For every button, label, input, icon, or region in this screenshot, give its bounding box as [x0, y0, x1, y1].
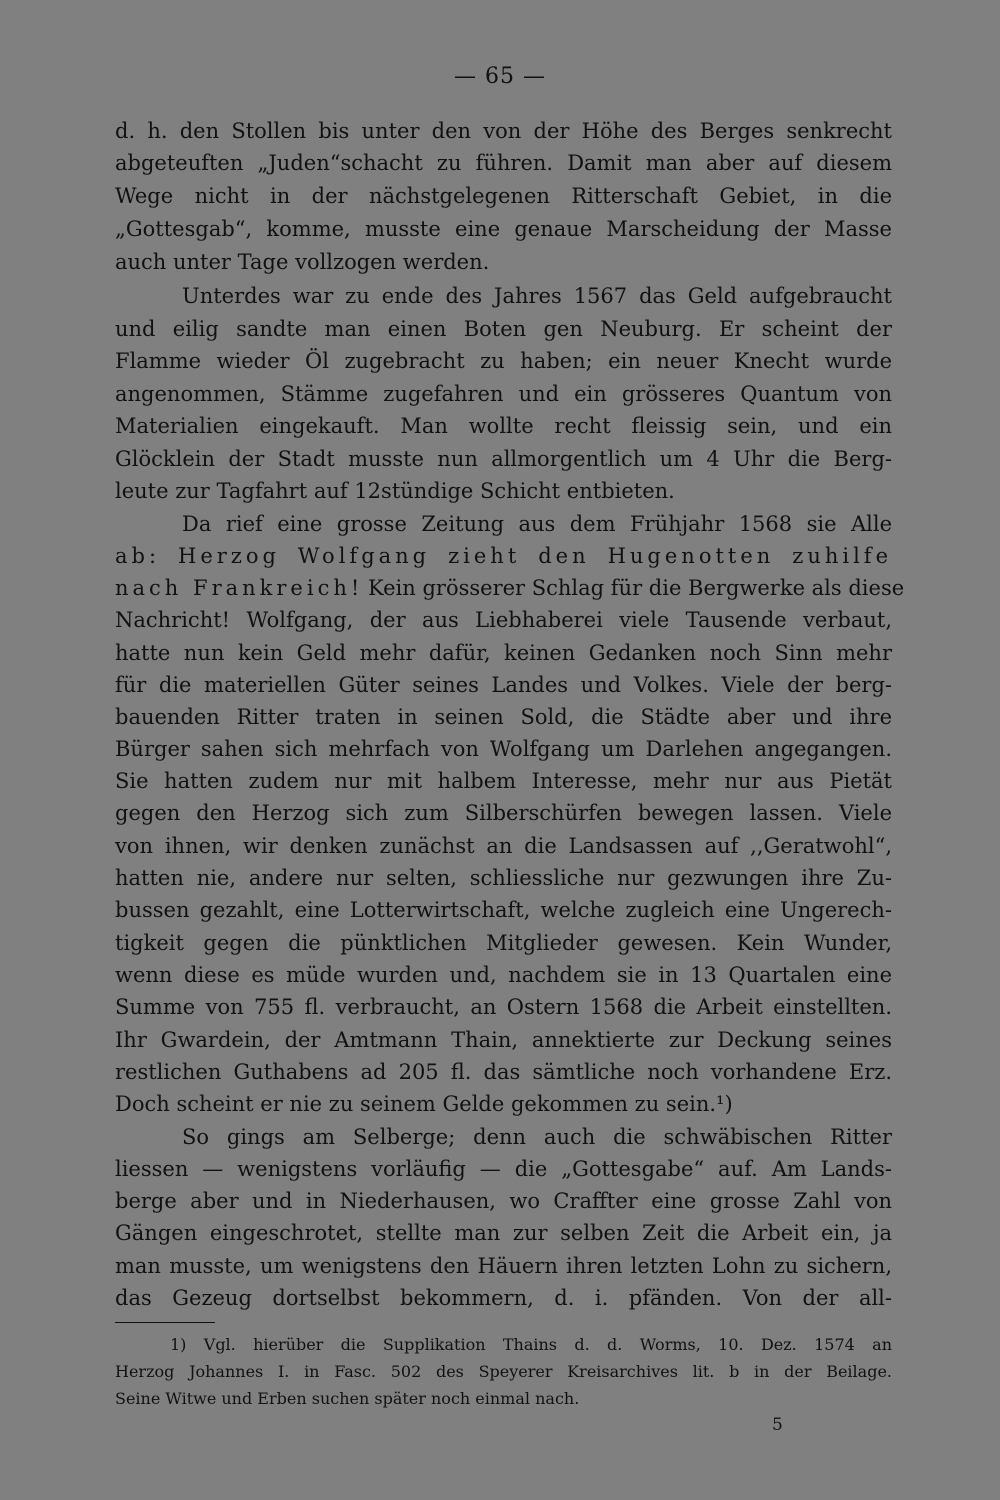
body-line: Unterdes war zu ende des Jahres 1567 das Geld aufgebraucht: [182, 284, 892, 308]
printer-signature-mark: 5: [772, 1415, 783, 1435]
body-line: leute zur Tagfahrt auf 12stündige Schicht entbieten.: [115, 479, 675, 503]
body-line: Glöcklein der Stadt musste nun allmorgentlich um 4 Uhr die Berg-: [115, 447, 892, 471]
body-line-spaced: ab: Herzog Wolfgang zieht den Hugenotten zuhilfe: [115, 544, 892, 568]
body-line: d. h. den Stollen bis unter den von der Höhe des Berges senkrecht: [115, 119, 892, 143]
body-line: restlichen Guthabens ad 205 fl. das sämtliche noch vorhandene Erz.: [115, 1060, 892, 1084]
body-line-spaced: nach Frankreich!: [115, 576, 364, 600]
body-line: hatte nun kein Geld mehr dafür, keinen Gedanken noch Sinn mehr: [115, 641, 892, 665]
body-line: das Gezeug dortselbst bekommern, d. i. pfänden. Von der all-: [115, 1286, 892, 1310]
body-line: und eilig sandte man einen Boten gen Neuburg. Er scheint der: [115, 317, 892, 341]
body-line: Da rief eine grosse Zeitung aus dem Frühjahr 1568 sie Alle: [182, 512, 892, 536]
body-line: berge aber und in Niederhausen, wo Craffter eine grosse Zahl von: [115, 1189, 892, 1213]
footnote-divider: [115, 1322, 215, 1323]
body-line: bussen gezahlt, eine Lotterwirtschaft, welche zugleich eine Ungerech-: [115, 898, 892, 922]
body-line: hatten nie, andere nur selten, schliessliche nur gezwungen ihre Zu-: [115, 866, 892, 890]
body-line: man musste, um wenigstens den Häuern ihren letzten Lohn zu sichern,: [115, 1254, 892, 1278]
body-line: Doch scheint er nie zu seinem Gelde gekommen zu sein.¹): [115, 1092, 733, 1116]
body-line: angenommen, Stämme zugefahren und ein grösseres Quantum von: [115, 382, 892, 406]
footnote-line: Herzog Johannes I. in Fasc. 502 des Speyerer Kreisarchives lit. b in der Beilage.: [115, 1362, 892, 1381]
body-line: wenn diese es müde wurden und, nachdem sie in 13 Quartalen eine: [115, 963, 892, 987]
body-line: von ihnen, wir denken zunächst an die Landsassen auf ,,Geratwohl“,: [115, 834, 892, 858]
body-line: tigkeit gegen die pünktlichen Mitglieder gewesen. Kein Wunder,: [115, 931, 892, 955]
body-line: Gängen eingeschrotet, stellte man zur selben Zeit die Arbeit ein, ja: [115, 1221, 892, 1245]
footnote-line: Seine Witwe und Erben suchen später noch einmal nach.: [115, 1389, 580, 1408]
page-number: — 65 —: [454, 64, 546, 89]
body-line: „Gottesgab“, komme, musste eine genaue Marscheidung der Masse: [115, 217, 892, 241]
body-line: Bürger sahen sich mehrfach von Wolfgang um Darlehen angegangen.: [115, 737, 892, 761]
footnote-line: 1) Vgl. hierüber die Supplikation Thains d. d. Worms, 10. Dez. 1574 an: [170, 1335, 892, 1354]
body-line: Wege nicht in der nächstgelegenen Ritterschaft Gebiet, in die: [115, 184, 892, 208]
body-line: Sie hatten zudem nur mit halbem Interesse, mehr nur aus Pietät: [115, 769, 892, 793]
body-line: gegen den Herzog sich zum Silberschürfen bewegen lassen. Viele: [115, 801, 892, 825]
body-line: abgeteuften „Juden“schacht zu führen. Damit man aber auf diesem: [115, 151, 892, 175]
body-line: So gings am Selberge; denn auch die schwäbischen Ritter: [182, 1125, 892, 1149]
body-line: auch unter Tage vollzogen werden.: [115, 250, 490, 274]
body-line: Materialien eingekauft. Man wollte recht fleissig sein, und ein: [115, 414, 892, 438]
body-line: liessen — wenigstens vorläufig — die „Gottesgabe“ auf. Am Lands-: [115, 1157, 892, 1181]
body-line: Nachricht! Wolfgang, der aus Liebhaberei viele Tausende verbaut,: [115, 608, 892, 632]
body-line: für die materiellen Güter seines Landes und Volkes. Viele der berg-: [115, 673, 892, 697]
body-line: Ihr Gwardein, der Amtmann Thain, annektierte zur Deckung seines: [115, 1028, 892, 1052]
body-line: Summe von 755 fl. verbraucht, an Ostern 1568 die Arbeit einstellten.: [115, 995, 892, 1019]
body-line: Kein grösserer Schlag für die Bergwerke als diese: [368, 576, 905, 600]
body-line: bauenden Ritter traten in seinen Sold, die Städte aber und ihre: [115, 705, 892, 729]
body-line: Flamme wieder Öl zugebracht zu haben; ein neuer Knecht wurde: [115, 349, 892, 373]
